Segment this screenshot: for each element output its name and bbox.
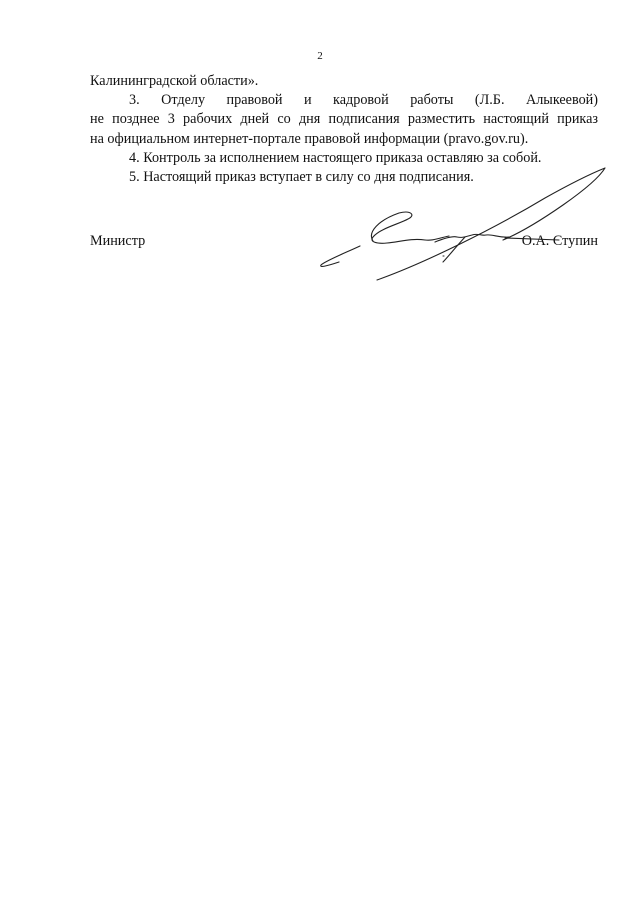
page-number: 2 (317, 50, 323, 62)
paragraph-item-3-line-1: 3. Отделу правовой и кадровой работы (Л.Б. Алыкеевой) (129, 92, 598, 109)
signer-name: О.А. Ступин (521, 233, 598, 249)
paragraph-continuation: Калининградской области». (90, 73, 259, 89)
paragraph-item-4: 4. Контроль за исполнением настоящего приказа оставляю за собой. (129, 149, 542, 166)
paragraph-item-3 (90, 91, 598, 149)
handwritten-signature (315, 158, 615, 288)
paragraph-item-5: 5. Настоящий приказ вступает в силу со дня подписания. (129, 169, 474, 186)
paragraph-item-3-line-2: не позднее 3 рабочих дней со дня подписания разместить настоящий приказ (90, 111, 598, 128)
paragraph-item-3-line-3: на официальном интернет-портале правовой информации (pravo.gov.ru). (90, 130, 529, 147)
signer-position: Министр (90, 233, 146, 249)
